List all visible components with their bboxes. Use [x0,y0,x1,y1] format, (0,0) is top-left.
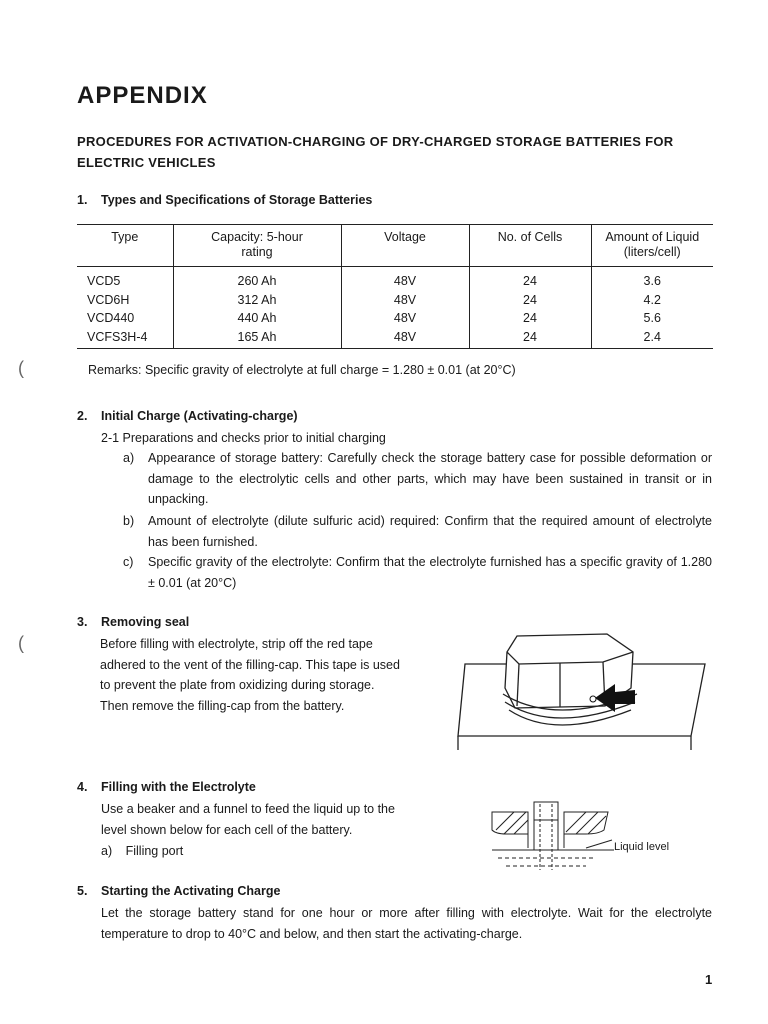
section-number: 5. [77,884,88,898]
section-number: 3. [77,615,88,629]
section-number: 4. [77,780,88,794]
section-title: Starting the Activating Charge [101,884,281,898]
table-cell: 3.6 [591,267,713,291]
binding-hole-mark: ( [18,358,24,378]
battery-spec-table [77,224,713,349]
checklist-item [123,552,712,593]
item-label: a) [123,451,135,465]
table-cell: 24 [469,328,591,349]
section-5-heading [77,884,280,898]
item-text: Filling port [125,844,184,858]
table-header-row [77,225,713,267]
table-row [77,328,713,349]
column-header: Type [77,225,173,267]
table-cell: 48V [341,328,469,349]
section-title: Types and Specifications of Storage Batteries [101,193,373,207]
text-line: Then remove the filling-cap from the battery. [100,699,345,714]
table-cell: 312 Ah [173,291,341,310]
filling-port-item [101,841,183,862]
table-cell: 260 Ah [173,267,341,291]
page-subtitle: PROCEDURES FOR ACTIVATION-CHARGING OF DRY-CHARGED STORAGE BATTERIES FOR ELECTRIC VEHICLES [77,134,674,170]
column-header [591,225,713,267]
table-cell: 5.6 [591,309,713,328]
text-line: level shown below for each cell of the battery. [101,822,353,837]
section-3-body [100,634,440,717]
table-cell: VCD440 [87,311,135,325]
table-cell: 440 Ah [173,309,341,328]
liquid-level-label: Liquid level [614,841,670,853]
table-cell: 165 Ah [173,328,341,349]
item-label: a) [101,844,113,858]
text-line: Before filling with electrolyte, strip off the red tape [100,637,373,651]
section-3-heading [77,615,189,629]
column-header: Voltage [341,225,469,267]
table-row [77,309,713,328]
section-title: Initial Charge (Activating-charge) [101,409,298,423]
item-text: Specific gravity of the electrolyte: Confirm that the electrolyte furnished has a specific gravity of 1.280 ± 0.01 (at 20°C) [148,555,712,590]
section-title: Removing seal [101,615,190,629]
text-line: Use a beaker and a funnel to feed the liquid up to the [101,802,395,816]
table-cell: 24 [469,291,591,310]
table-row [77,291,713,310]
section-2-heading [77,409,298,423]
column-header [173,225,341,267]
subsection-heading: 2-1 Preparations and checks prior to initial charging [101,431,386,445]
item-text: Amount of electrolyte (dilute sulfuric acid) required: Confirm that the required amount of electrolyte has been furnished. [148,514,712,549]
table-cell: 48V [341,291,469,310]
item-text: Appearance of storage battery: Carefully check the storage battery case for possible deformation or damage to the electrolytic cells and other parts, which may have been sustained in transit or in unpacking. [148,451,712,507]
remarks-text: Remarks: Specific gravity of electrolyte at full charge = 1.280 ± 0.01 (at 20°C) [88,363,516,377]
section-number: 1. [77,193,88,207]
text-line: to prevent the plate from oxidizing during storage. [100,678,375,693]
binding-hole-mark: ( [18,633,24,653]
page-title: APPENDIX [77,82,208,109]
checklist-item [123,511,712,552]
table-cell: 48V [341,309,469,328]
table-cell: 48V [341,267,469,291]
item-label: b) [123,514,135,528]
filling-cap-illustration [455,628,717,752]
section-4-heading [77,780,256,794]
item-label: c) [123,555,134,569]
filling-port-cross-section [486,800,616,880]
table-cell: 24 [469,267,591,291]
text-line: adhered to the vent of the filling-cap. This tape is used [100,657,400,672]
table-row [77,267,713,291]
table-cell: 2.4 [591,328,713,349]
column-header-line: Amount of Liquid [605,230,700,244]
section-title: Filling with the Electrolyte [101,780,256,794]
column-header: No. of Cells [469,225,591,267]
checklist-item [123,448,712,510]
column-header-line: Capacity: 5-hour [211,230,303,244]
table-cell: 4.2 [591,291,713,310]
section-5-body: Let the storage battery stand for one hour or more after filling with electrolyte. Wait for the electrolyte temperature to drop to 40°C and below, and then start the activating-charge. [101,906,712,941]
section-number: 2. [77,409,88,423]
section-4-body [101,799,441,840]
table-cell: VCD5 [87,274,121,288]
section-1-heading [77,193,372,207]
column-header-line: rating [241,245,273,259]
table-cell: VCD6H [87,292,130,307]
column-header-line: (liters/cell) [623,245,681,259]
table-cell: VCFS3H-4 [77,328,173,349]
table-cell: 24 [469,309,591,328]
page-number: 1 [705,972,713,987]
